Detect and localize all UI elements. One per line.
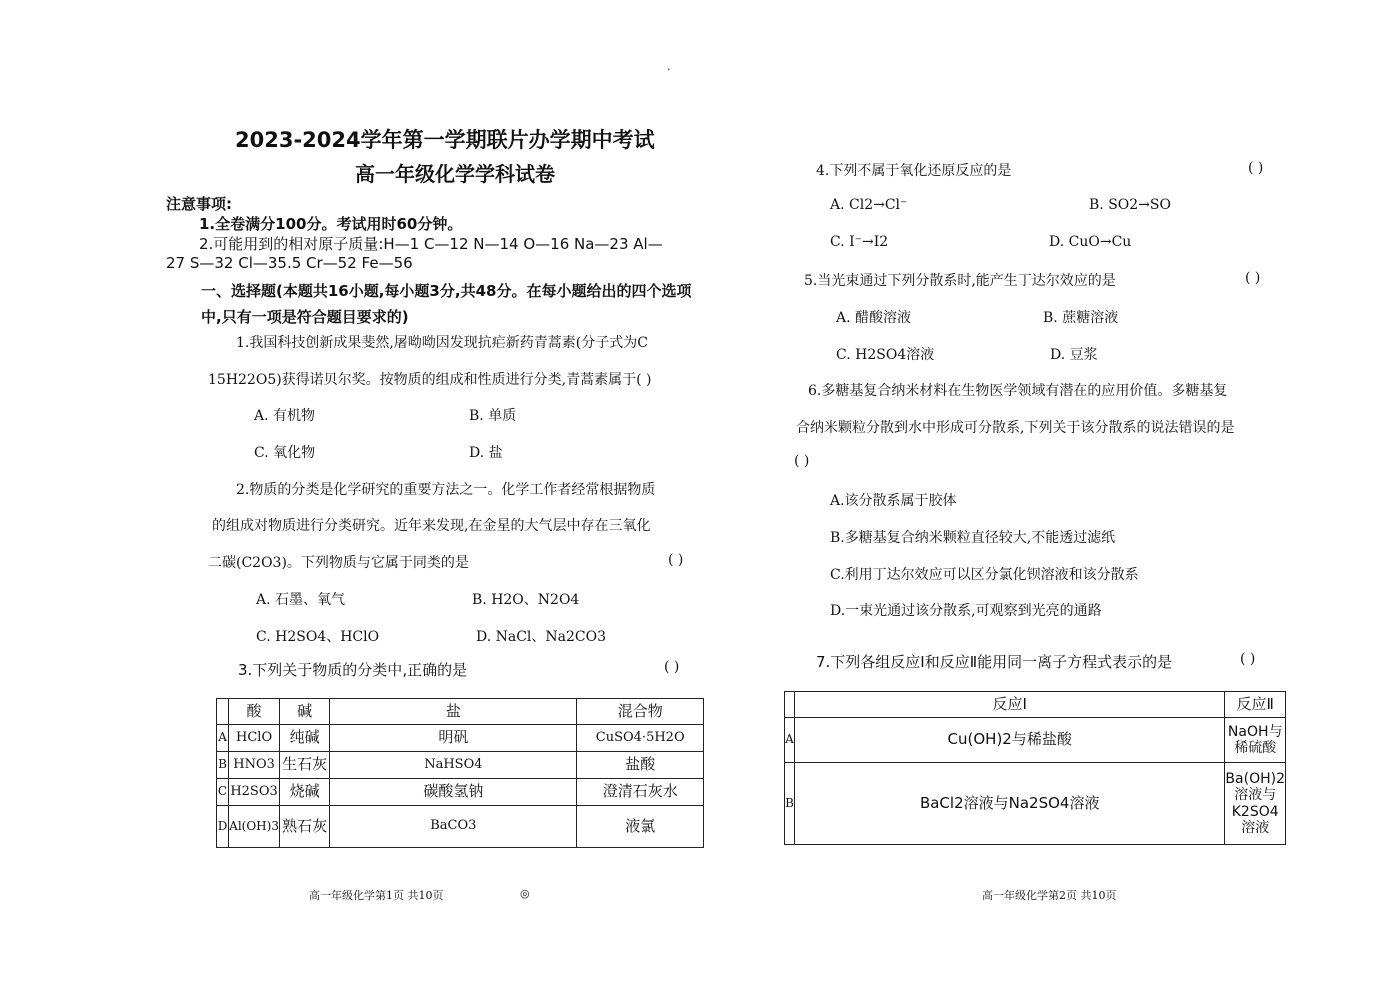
question-1-line2: 15H22O5)获得诺贝尔奖。按物质的组成和性质进行分类,青蒿素属于( ) bbox=[208, 372, 652, 388]
question-5-answer-paren[interactable]: ( ) bbox=[1245, 270, 1261, 286]
table-cell: BaCl2溶液与Na2SO4溶液 bbox=[794, 763, 1224, 845]
table-header-cell: 盐 bbox=[330, 699, 577, 725]
table-cell: NaHSO4 bbox=[330, 752, 577, 779]
table-header-cell: 碱 bbox=[280, 699, 330, 725]
footer-symbol: ◎ bbox=[520, 887, 530, 900]
question-5-stem: 5.当光束通过下列分散系时,能产生丁达尔效应的是 bbox=[804, 273, 1116, 289]
page-footer-left: 高一年级化学第1页 共10页 bbox=[309, 889, 444, 902]
row-label: A bbox=[785, 718, 795, 763]
table-cell: 澄清石灰水 bbox=[577, 779, 704, 806]
question-2-line2: 的组成对物质进行分类研究。近年来发现,在金星的大气层中存在三氧化 bbox=[212, 518, 651, 534]
table-cell: 液氯 bbox=[577, 806, 704, 848]
table-header-cell: 反应Ⅰ bbox=[794, 692, 1224, 718]
table-cell: 盐酸 bbox=[577, 752, 704, 779]
q4-option-a[interactable]: A. Cl2→Cl⁻ bbox=[830, 197, 908, 213]
table-cell: Cu(OH)2与稀盐酸 bbox=[794, 718, 1224, 763]
q6-option-b[interactable]: B.多糖基复合纳米颗粒直径较大,不能透过滤纸 bbox=[830, 530, 1116, 546]
q5-option-b[interactable]: B. 蔗糖溶液 bbox=[1043, 310, 1119, 326]
section-heading-cont: 中,只有一项是符合题目要求的) bbox=[201, 308, 409, 326]
q4-option-c[interactable]: C. I⁻→I2 bbox=[830, 234, 889, 250]
table-cell: 生石灰 bbox=[280, 752, 330, 779]
q3-classification-table bbox=[216, 698, 704, 848]
question-4-stem: 4.下列不属于氧化还原反应的是 bbox=[816, 163, 1012, 179]
page-footer-right: 高一年级化学第2页 共10页 bbox=[982, 889, 1117, 902]
notice-item-1: 1.全卷满分100分。考试用时60分钟。 bbox=[199, 215, 463, 233]
table-row bbox=[785, 763, 1286, 845]
question-7-answer-paren[interactable]: ( ) bbox=[1240, 651, 1256, 667]
page-dot: . bbox=[667, 60, 671, 73]
q2-option-a[interactable]: A. 石墨、氧气 bbox=[256, 592, 346, 608]
exam-subtitle: 高一年级化学学科试卷 bbox=[355, 162, 555, 186]
section-heading: 一、选择题(本题共16小题,每小题3分,共48分。在每小题给出的四个选项 bbox=[201, 282, 692, 300]
table-header-cell: 混合物 bbox=[577, 699, 704, 725]
question-6-answer-paren[interactable]: ( ) bbox=[794, 453, 810, 469]
notice-item-2-cont: 27 S—32 Cl—35.5 Cr—52 Fe—56 bbox=[166, 254, 413, 272]
row-label: D bbox=[217, 806, 229, 848]
q5-option-c[interactable]: C. H2SO4溶液 bbox=[836, 347, 935, 363]
table-cell: 纯碱 bbox=[280, 725, 330, 752]
table-cell: Al(OH)3 bbox=[229, 806, 280, 848]
table-cell: 熟石灰 bbox=[280, 806, 330, 848]
q7-reaction-table bbox=[784, 691, 1286, 845]
q1-option-b[interactable]: B. 单质 bbox=[469, 408, 517, 424]
question-3-stem: 3.下列关于物质的分类中,正确的是 bbox=[238, 661, 468, 679]
q5-option-a[interactable]: A. 醋酸溶液 bbox=[836, 310, 912, 326]
table-cell: 烧碱 bbox=[280, 779, 330, 806]
q6-option-a[interactable]: A.该分散系属于胶体 bbox=[830, 493, 957, 509]
table-header-cell bbox=[217, 699, 229, 725]
row-label: B bbox=[785, 763, 795, 845]
table-cell: HClO bbox=[229, 725, 280, 752]
table-row bbox=[217, 779, 704, 806]
q1-option-d[interactable]: D. 盐 bbox=[469, 445, 503, 461]
q4-option-d[interactable]: D. CuO→Cu bbox=[1049, 234, 1132, 250]
q1-option-c[interactable]: C. 氧化物 bbox=[254, 445, 316, 461]
question-2-line3: 二碳(C2O3)。下列物质与它属于同类的是 bbox=[208, 555, 469, 571]
question-6-line2: 合纳米颗粒分散到水中形成可分散系,下列关于该分散系的说法错误的是 bbox=[796, 420, 1235, 436]
notice-item-2: 2.可能用到的相对原子质量:H—1 C—12 N—14 O—16 Na—23 Al— bbox=[199, 235, 663, 253]
table-cell: 明矾 bbox=[330, 725, 577, 752]
table-header-cell: 反应Ⅱ bbox=[1225, 692, 1286, 718]
table-row bbox=[217, 752, 704, 779]
table-cell: 碳酸氢钠 bbox=[330, 779, 577, 806]
question-2-line1: 2.物质的分类是化学研究的重要方法之一。化学工作者经常根据物质 bbox=[236, 482, 656, 498]
table-cell: NaOH与稀硫酸 bbox=[1225, 718, 1286, 763]
table-row bbox=[785, 718, 1286, 763]
table-header-cell: 酸 bbox=[229, 699, 280, 725]
question-3-answer-paren[interactable]: ( ) bbox=[664, 659, 680, 675]
q6-option-c[interactable]: C.利用丁达尔效应可以区分氯化钡溶液和该分散系 bbox=[830, 567, 1139, 583]
q2-option-c[interactable]: C. H2SO4、HClO bbox=[256, 629, 380, 645]
question-1-line1: 1.我国科技创新成果斐然,屠呦呦因发现抗疟新药青蒿素(分子式为C bbox=[236, 335, 648, 351]
q5-option-d[interactable]: D. 豆浆 bbox=[1050, 347, 1098, 363]
row-label: A bbox=[217, 725, 229, 752]
table-row bbox=[217, 806, 704, 848]
row-label: B bbox=[217, 752, 229, 779]
exam-title: 2023-2024学年第一学期联片办学期中考试 bbox=[235, 128, 655, 152]
table-cell: BaCO3 bbox=[330, 806, 577, 848]
table-header-cell bbox=[785, 692, 795, 718]
question-2-answer-paren[interactable]: ( ) bbox=[668, 552, 684, 568]
q6-option-d[interactable]: D.一束光通过该分散系,可观察到光亮的通路 bbox=[830, 603, 1102, 619]
q2-option-d[interactable]: D. NaCl、Na2CO3 bbox=[476, 629, 607, 645]
table-cell: CuSO4·5H2O bbox=[577, 725, 704, 752]
table-cell: Ba(OH)2溶液与K2SO4溶液 bbox=[1225, 763, 1286, 845]
q1-option-a[interactable]: A. 有机物 bbox=[254, 408, 316, 424]
row-label: C bbox=[217, 779, 229, 806]
table-row bbox=[217, 725, 704, 752]
question-6-line1: 6.多糖基复合纳米材料在生物医学领域有潜在的应用价值。多糖基复 bbox=[808, 383, 1228, 399]
table-cell: HNO3 bbox=[229, 752, 280, 779]
q4-option-b[interactable]: B. SO2→SO bbox=[1089, 197, 1171, 213]
question-7-stem: 7.下列各组反应Ⅰ和反应Ⅱ能用同一离子方程式表示的是 bbox=[816, 653, 1173, 671]
question-4-answer-paren[interactable]: ( ) bbox=[1248, 160, 1264, 176]
q2-option-b[interactable]: B. H2O、N2O4 bbox=[472, 592, 580, 608]
table-cell: H2SO3 bbox=[229, 779, 280, 806]
notice-heading: 注意事项: bbox=[166, 195, 232, 213]
